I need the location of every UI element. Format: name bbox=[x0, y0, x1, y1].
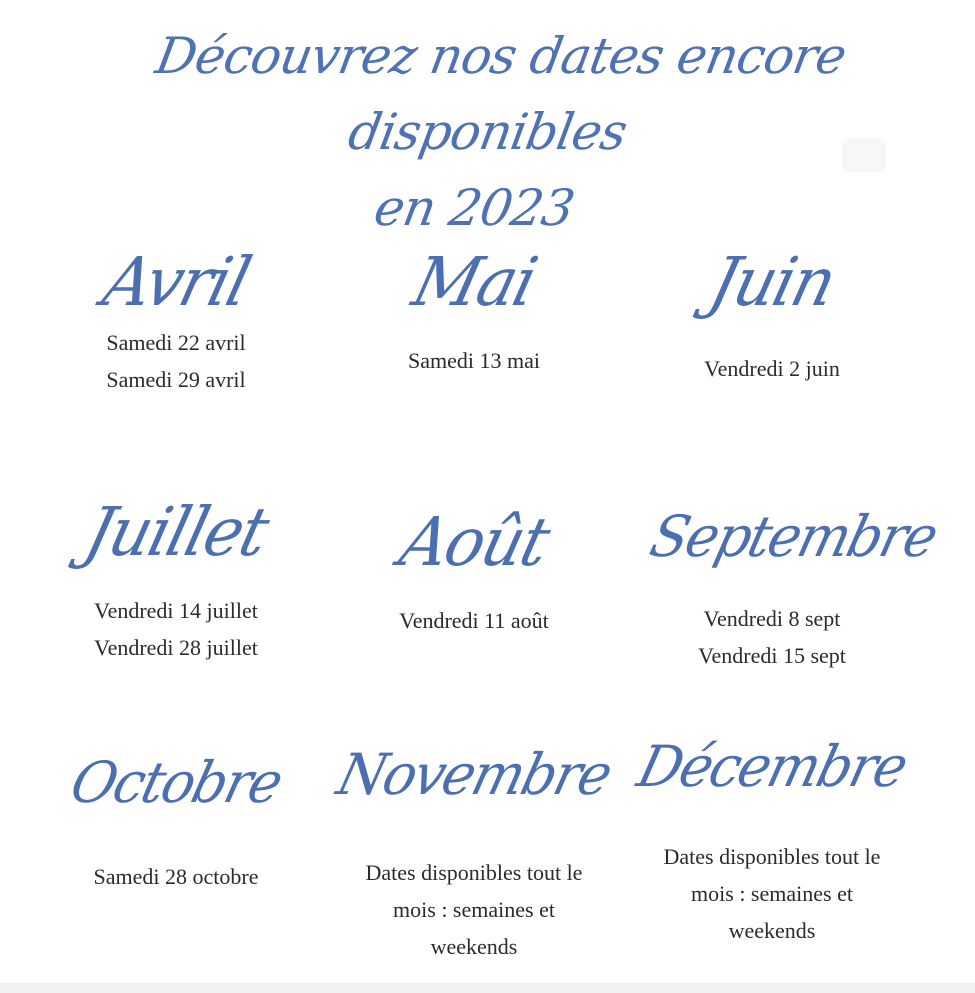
bottom-edge-strip bbox=[0, 983, 975, 993]
month-block-octobre bbox=[56, 738, 296, 895]
page-title-line-2: en 2023 bbox=[370, 179, 579, 237]
date-line: Vendredi 28 juillet bbox=[94, 635, 258, 660]
month-dates-avril bbox=[56, 324, 296, 398]
month-block-juillet bbox=[56, 488, 296, 666]
month-block-juin bbox=[652, 238, 892, 387]
date-line: Vendredi 15 sept bbox=[698, 643, 846, 668]
page-title-line-1: Découvrez nos dates encore disponibles bbox=[151, 27, 851, 161]
month-block-decembre bbox=[632, 722, 912, 949]
date-line: Samedi 29 avril bbox=[106, 367, 246, 392]
date-line: mois : semaines et bbox=[691, 881, 853, 906]
month-dates-novembre bbox=[334, 854, 614, 965]
month-name-septembre: Septembre bbox=[643, 503, 944, 570]
date-line: weekends bbox=[430, 934, 518, 959]
month-block-aout bbox=[354, 498, 594, 639]
date-line: Samedi 28 octobre bbox=[93, 864, 259, 889]
month-dates-octobre bbox=[56, 858, 296, 895]
date-line: Vendredi 11 août bbox=[399, 608, 549, 633]
month-dates-mai bbox=[354, 342, 594, 379]
month-dates-aout bbox=[354, 602, 594, 639]
month-name-avril: Avril bbox=[95, 244, 257, 322]
date-line: weekends bbox=[728, 918, 816, 943]
faint-corner-mark bbox=[842, 138, 886, 172]
month-dates-juillet bbox=[56, 592, 296, 666]
date-line: Vendredi 8 sept bbox=[703, 606, 841, 631]
month-dates-juin bbox=[652, 350, 892, 387]
month-block-septembre bbox=[643, 492, 944, 674]
month-dates-septembre bbox=[652, 600, 892, 674]
date-line: Samedi 22 avril bbox=[106, 330, 246, 355]
month-name-mai: Mai bbox=[405, 244, 543, 322]
month-name-decembre: Décembre bbox=[631, 733, 913, 800]
date-line: Vendredi 14 juillet bbox=[94, 598, 258, 623]
month-block-avril bbox=[56, 238, 296, 398]
date-line: Dates disponibles tout le bbox=[365, 860, 583, 885]
date-line: Samedi 13 mai bbox=[408, 348, 540, 373]
date-line: Vendredi 2 juin bbox=[704, 356, 840, 381]
month-name-octobre: Octobre bbox=[64, 749, 288, 816]
page-title bbox=[0, 18, 975, 246]
month-name-juin: Juin bbox=[702, 244, 842, 322]
month-dates-decembre bbox=[632, 838, 912, 949]
month-name-aout: Août bbox=[392, 504, 556, 582]
month-name-juillet: Juillet bbox=[77, 494, 275, 572]
date-line: mois : semaines et bbox=[393, 897, 555, 922]
date-line: Dates disponibles tout le bbox=[663, 844, 881, 869]
month-name-novembre: Novembre bbox=[330, 741, 618, 808]
month-block-mai bbox=[354, 238, 594, 379]
month-block-novembre bbox=[330, 730, 618, 965]
